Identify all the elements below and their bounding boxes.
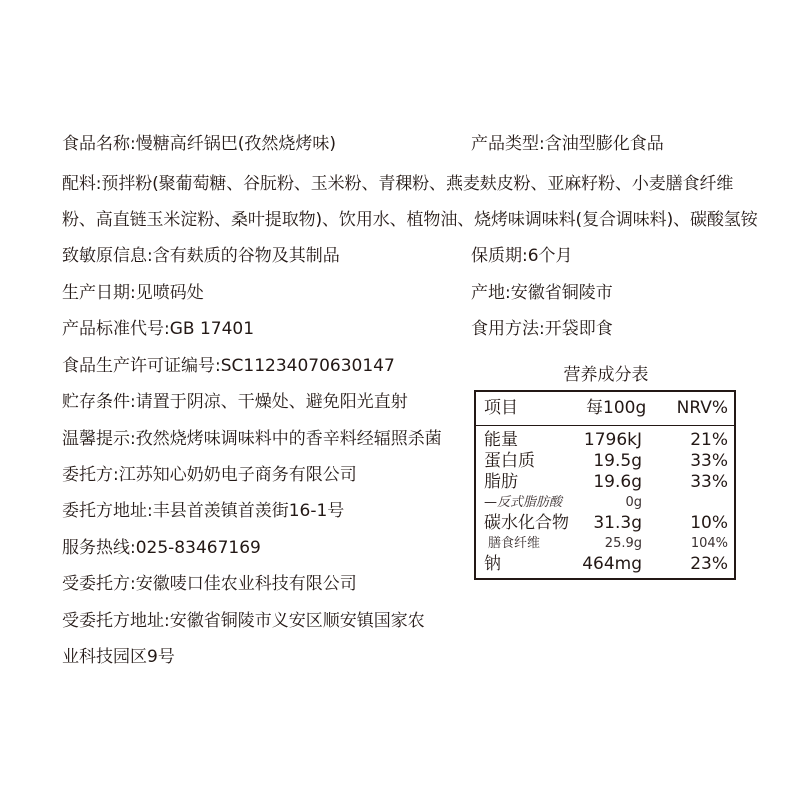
nutrient-name: 钠	[484, 554, 501, 574]
client-company: 委托方:江苏知心奶奶电子商务有限公司	[62, 465, 357, 485]
production-license: 食品生产许可证编号:SC11234070630147	[62, 356, 395, 376]
nutrition-table	[474, 390, 736, 580]
product-standard: 产品标准代号:GB 17401	[62, 319, 255, 339]
nutrition-title: 营养成分表	[563, 365, 649, 385]
nutrient-nrv: 33%	[690, 472, 728, 492]
client-address: 委托方地址:丰县首羡镇首羡街16-1号	[62, 501, 345, 521]
manufacturer-company: 受委托方:安徽唛口佳农业科技有限公司	[62, 574, 357, 594]
manufacturer-address-line-2: 业科技园区9号	[62, 647, 175, 667]
nutrient-nrv: 23%	[690, 554, 728, 574]
nutrient-value-sub: 25.9g	[604, 536, 642, 551]
nutrient-value: 1796kJ	[583, 430, 642, 450]
production-date: 生产日期:见喷码处	[62, 283, 204, 303]
nutrient-value: 464mg	[582, 554, 642, 574]
allergen-info: 致敏原信息:含有麸质的谷物及其制品	[62, 246, 340, 266]
nutrient-nrv: 10%	[690, 513, 728, 533]
nutrient-name: 能量	[484, 430, 518, 450]
ingredients-line-2: 粉、高直链玉米淀粉、桑叶提取物)、饮用水、植物油、烧烤味调味料(复合调味料)、碳酸氢铵	[62, 210, 758, 230]
header-nrv: NRV%	[676, 398, 728, 418]
product-type: 产品类型:含油型膨化食品	[471, 134, 664, 154]
nutrient-name-sub: 膳食纤维	[488, 536, 541, 551]
nutrient-value: 19.5g	[593, 451, 642, 471]
warm-tip: 温馨提示:孜然烧烤味调味料中的香辛料经辐照杀菌	[62, 429, 442, 449]
nutrient-name: 脂肪	[484, 472, 518, 492]
nutrient-value: 19.6g	[593, 472, 642, 492]
ingredients-line-1: 配料:预拌粉(聚葡萄糖、谷朊粉、玉米粉、青稞粉、燕麦麸皮粉、亚麻籽粉、小麦膳食纤维	[62, 174, 734, 194]
product-name: 食品名称:慢糖高纤锅巴(孜然烧烤味)	[62, 134, 336, 154]
place-of-origin: 产地:安徽省铜陵市	[471, 283, 613, 303]
nutrition-header-row	[476, 392, 734, 426]
nutrient-value-sub: 0g	[625, 495, 642, 510]
usage-method: 食用方法:开袋即食	[471, 319, 613, 339]
nutrient-name-sub: —反式脂肪酸	[484, 495, 563, 510]
storage-conditions: 贮存条件:请置于阴凉、干燥处、避免阳光直射	[62, 392, 408, 412]
header-per-100g: 每100g	[586, 398, 647, 418]
nutrient-name: 蛋白质	[484, 451, 535, 471]
header-item: 项目	[484, 398, 518, 418]
nutrient-value: 31.3g	[593, 513, 642, 533]
nutrient-nrv: 21%	[690, 430, 728, 450]
nutrient-nrv-sub: 104%	[690, 536, 728, 551]
service-hotline: 服务热线:025-83467169	[62, 538, 261, 558]
nutrient-nrv: 33%	[690, 451, 728, 471]
shelf-life: 保质期:6个月	[471, 246, 573, 266]
nutrient-name: 碳水化合物	[484, 513, 569, 533]
manufacturer-address-line-1: 受委托方地址:安徽省铜陵市义安区顺安镇国家农	[62, 611, 425, 631]
